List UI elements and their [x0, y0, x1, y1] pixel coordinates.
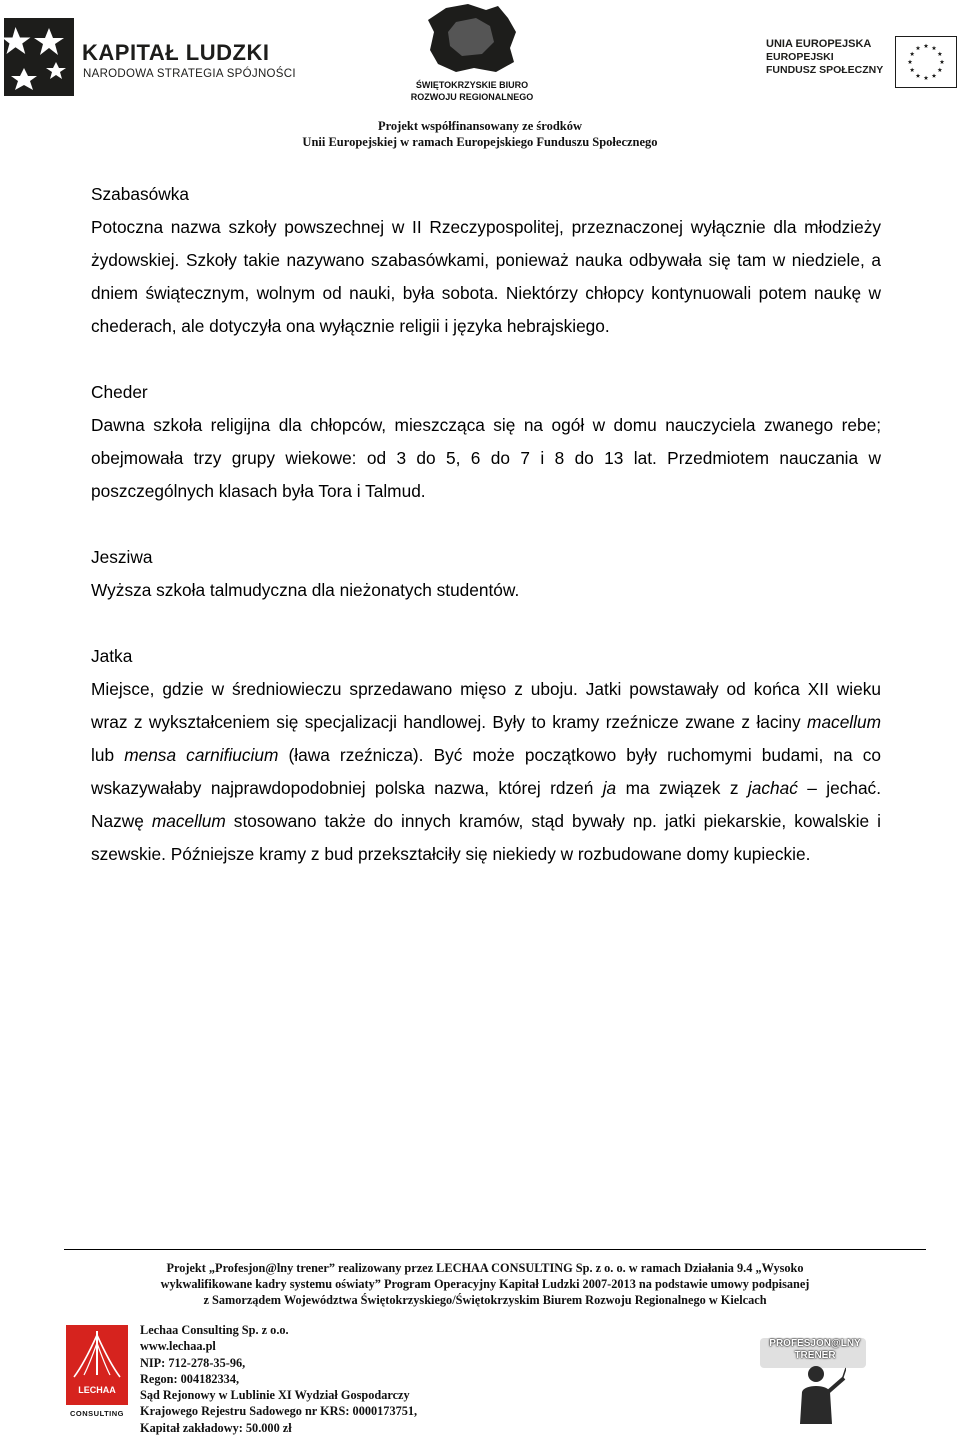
- entry-spacer: [91, 607, 881, 640]
- definition-text: stosowano także do innych kramów, stąd bywały np. jatki piekarskie, kowalskie i szewskie. Późniejsze kramy z bud przekształciły się niekiedy w rozbudowane domy kupieckie.: [91, 811, 881, 864]
- sbrr-line-1: ŚWIĘTOKRZYSKIE BIURO: [415, 80, 529, 90]
- company-nip: NIP: 712-278-35-96,: [140, 1355, 246, 1370]
- entry-definition: [91, 211, 881, 343]
- trainer-figure-icon: [786, 1360, 846, 1424]
- glossary-entry: [91, 178, 881, 343]
- company-regon: Regon: 004182334,: [140, 1371, 240, 1386]
- glossary-entry: [91, 541, 881, 607]
- definition-text: – jechać. Nazwę: [91, 778, 881, 831]
- definition-text: (ława rzeźnicza). Być może początkowo były ruchomymi budami, na co wskazywałaby najprawdopodobniej polska nazwa, której rdzeń: [91, 745, 881, 798]
- italic-term: jachać: [747, 778, 798, 798]
- eu-line-1: UNIA EUROPEJSKA: [766, 38, 872, 50]
- kapital-ludzki-title: KAPITAŁ LUDZKI: [82, 40, 270, 65]
- lechaa-logo-subtitle: CONSULTING: [69, 1409, 125, 1418]
- profesjonalny-trener-line-2: TRENER: [794, 1350, 836, 1361]
- eu-flag-icon: [895, 36, 957, 88]
- profesjonalny-trener-line-1: PROFESJON@LNY: [769, 1338, 861, 1349]
- definition-text: Dawna szkoła religijna dla chłopców, mieszcząca się na ogół w domu nauczyciela zwanego rebe; obejmowała trzy grupy wiekowe: od 3 do 5, 6 do 7 i 8 do 13 lat. Przedmiotem nauczania w poszczególnych klasach była Tora i Talmud.: [91, 415, 881, 501]
- footer-rule: [64, 1249, 926, 1250]
- sbrr-logo: [402, 0, 542, 106]
- entry-term: Jesziwa: [91, 547, 153, 567]
- definition-text: Miejsce, gdzie w średniowieczu sprzedawano mięso z uboju. Jatki powstawały od końca XII wieku wraz z wykształceniem się specjalizacji handlowej. Były to kramy rzeźnicze zwane z łaciny: [91, 679, 881, 732]
- definition-text: Potoczna nazwa szkoły powszechnej w II Rzeczypospolitej, przeznaczonej wyłącznie dla młodzieży żydowskiej. Szkoły takie nazywano szabasówkami, ponieważ nauka odbywała się tam w niedziele, a dniem świątecznym, wolnym od nauki, była sobota. Niektórzy chłopcy kontynuowali potem naukę w chederach, ale dotyczyła ona wyłącznie religii i języka hebrajskiego.: [91, 217, 881, 336]
- entry-definition: [91, 409, 881, 508]
- company-court: Sąd Rejonowy w Lublinie XI Wydział Gospodarczy: [140, 1388, 410, 1403]
- lechaa-tower-icon: [66, 1325, 128, 1383]
- glossary-entry: [91, 640, 881, 871]
- eu-line-3: FUNDUSZ SPOŁECZNY: [766, 64, 884, 76]
- company-website: www.lechaa.pl: [140, 1339, 216, 1354]
- glossary: [91, 178, 881, 871]
- italic-term: macellum: [807, 712, 881, 732]
- lechaa-logo: [66, 1325, 130, 1421]
- footer-project-line: wykwalifikowane kadry systemu oświaty” Program Operacyjny Kapitał Ludzki 2007-2013 na podstawie umowy podpisanej: [160, 1277, 810, 1291]
- definition-text: lub: [91, 745, 125, 765]
- company-krs: Krajowego Rejestru Sadowego nr KRS: 0000173751,: [140, 1404, 418, 1419]
- glossary-entry: [91, 376, 881, 508]
- definition-text: Wyższa szkoła talmudyczna dla nieżonatych studentów.: [91, 580, 520, 600]
- italic-term: ja: [602, 778, 617, 798]
- company-capital: Kapitał zakładowy: 50.000 zł: [140, 1420, 292, 1435]
- sbrr-line-2: ROZWOJU REGIONALNEGO: [410, 92, 534, 102]
- entry-term: Jatka: [91, 646, 133, 666]
- eu-logo: [760, 36, 960, 90]
- eu-text: [766, 38, 883, 77]
- definition-text: ma związek z: [616, 778, 748, 798]
- footer-project-line: z Samorządem Województwa Świętokrzyskiego/Świętokrzyskim Biurem Rozwoju Regionalnego w Kielcach: [203, 1293, 767, 1307]
- project-header-line-2: Unii Europejskiej w ramach Europejskiego Funduszu Społecznego: [302, 135, 658, 149]
- kapital-ludzki-mark-icon: [4, 18, 74, 96]
- entry-definition: [91, 574, 881, 607]
- italic-term: macellum: [151, 811, 226, 831]
- sbrr-map-icon: [416, 2, 528, 74]
- profesjonalny-trener-logo: [756, 1334, 876, 1426]
- entry-spacer: [91, 343, 881, 376]
- lechaa-logo-name: LECHAA: [78, 1385, 116, 1395]
- footer-project-info: [100, 1260, 870, 1308]
- company-name: Lechaa Consulting Sp. z o.o.: [140, 1323, 289, 1337]
- lechaa-logo-box: [66, 1325, 128, 1405]
- kapital-ludzki-logo: [4, 18, 304, 96]
- project-header: [0, 118, 960, 150]
- company-details: [140, 1322, 417, 1436]
- entry-spacer: [91, 508, 881, 541]
- eu-line-2: EUROPEJSKI: [766, 51, 834, 63]
- entry-term: Szabasówka: [91, 184, 189, 204]
- footer-project-line: Projekt „Profesjon@lny trener” realizowany przez LECHAA CONSULTING Sp. z o. o. w ramach Działania 9.4 „Wysoko: [166, 1261, 804, 1275]
- italic-term: mensa carnifiucium: [124, 745, 279, 765]
- entry-definition: [91, 673, 881, 871]
- project-header-line-1: Projekt współfinansowany ze środków: [377, 119, 583, 133]
- entry-term: Cheder: [91, 382, 148, 402]
- kapital-ludzki-subtitle: NARODOWA STRATEGIA SPÓJNOŚCI: [83, 68, 296, 80]
